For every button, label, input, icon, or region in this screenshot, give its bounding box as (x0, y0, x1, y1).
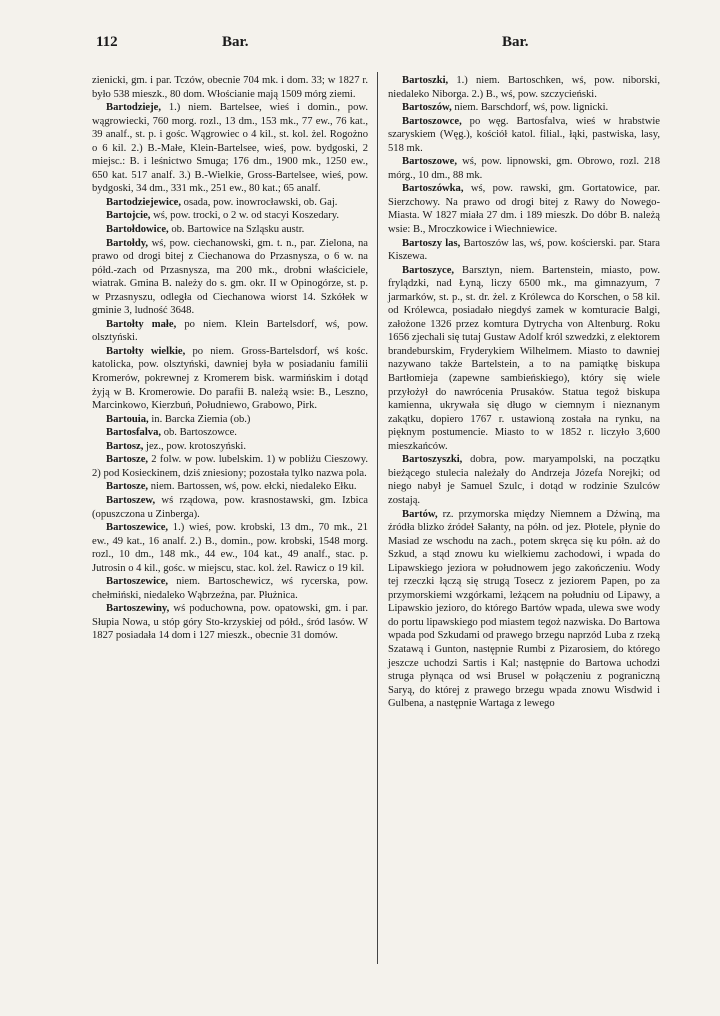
dictionary-entry (388, 155, 660, 182)
left-running-head: Bar. (222, 34, 249, 50)
right-column (388, 74, 660, 711)
entry-headword: Bartoszki, (402, 75, 449, 86)
entry-headword: Bartoszew, (106, 494, 156, 506)
entry-headword: Bartoszewiny, (106, 603, 170, 615)
entry-text: 2 folw. w pow. lubelskim. 1) w pobliżu Cieszowy. 2) pod Kosieckinem, dziś zniesiony; pozostała tylko nazwa pola. (92, 454, 368, 479)
column-divider (377, 72, 378, 964)
dictionary-entry (92, 494, 368, 521)
entry-text: wś, pow. rawski, gm. Gortatowice, par. Sierzchowy. Na prawo od drogi bitej z Rawy do Nowego-Miasta. W 1827 miała 27 dm. i 189 mieszk. Do dóbr B. należą wsie: B., Mroczkowice i Wiechniewice. (388, 183, 660, 236)
dictionary-entry (92, 440, 368, 454)
dictionary-entry (92, 318, 368, 345)
entry-text: Bartoszów las, wś, pow. kościerski. par. Stara Kiszewa. (388, 237, 661, 263)
entry-headword: Bartojcie, (106, 210, 151, 222)
entry-text: wś poduchowna, pow. opatowski, gm. i par. Słupia Nowa, u stóp góry Sto-krzyskiej od półd., śród lasów. W 1827 posiadała 14 dom i 127 mieszk., obecnie 31 domów. (92, 603, 368, 642)
entry-headword: Bartoszowce, (402, 115, 462, 127)
entry-headword: Bartouia, (106, 413, 149, 425)
entry-headword: Bartołdy, (106, 237, 149, 249)
entry-headword: Bartoszewice, (106, 576, 169, 588)
dictionary-entry (92, 209, 368, 223)
entry-text: po węg. Bartosfalva, wieś w hrabstwie szaryskiem (Węg.), kościół katol. filial., łąki, pastwiska, lasy, 518 mk. (388, 115, 660, 154)
entry-text: wś, pow. lipnowski, gm. Obrowo, rozl. 218 mórg., 10 dm., 88 mk. (388, 156, 660, 181)
dictionary-entry (388, 237, 660, 264)
dictionary-entry (388, 453, 660, 507)
entry-headword: Bartołdowice, (106, 224, 169, 236)
entry-headword: Bartoszewice, (106, 522, 169, 534)
dictionary-entry (92, 413, 368, 427)
dictionary-entry (388, 182, 660, 236)
entry-text: osada, pow. inowrocławski, ob. Gaj. (183, 196, 338, 208)
entry-headword: Bartoszy las, (402, 237, 461, 249)
dictionary-entry (92, 223, 368, 237)
entry-text: zienicki, gm. i par. Tczów, obecnie 704 mk. i dom. 33; w 1827 r. było 538 mieszk., 80 dom. Włościanie mają 1509 mórg ziemi. (92, 75, 368, 100)
entry-text: niem. Bartossen, wś, pow. ełcki, niedaleko Ełku. (150, 481, 357, 493)
dictionary-entry (92, 196, 368, 210)
entry-text: rz. przymorska między Niemnem a Dźwiną, ma źródła blizko źródeł Sałanty, na półn. od jez. Płotele, płynie do Masiad ze wschodu na zach., potem skręca się ku półn. aż do Szkud, a stąd znowu ku wielkiemu zachodowi, i wpada do Lipawskiego jeziora w połudnowem jego zakończeniu. Wody tej rzeczki łączą się strugą Tosecz z jeziorem Papen, po za przymorskiemi wzgórkami, leżącem na południu od Lipawy, a Lipawskio jezioro, do którego Bartów wpada, ulewa swe wody do portu lipawskiego pod miastem tegoż nazwiska. Do Bartowa wpada pod Szkudami od prawego brzegu naprzód Luba z rzeką Szatawą i Gunton, następnie Rumbi z Pizarosiem, do którego jeszcze uchodzi Sartis i Kal; następnie do Bartowa uchodzi struga płynąca od wsi Brusel w połączeniu z pograniczną Saryą, do której z prawego brzegu wpada znowu Wisdwid i Gulbena, a następnie Wartaga z lewego (388, 508, 660, 710)
dictionary-entry (388, 101, 660, 115)
left-column (92, 74, 368, 643)
dictionary-entry (92, 101, 368, 196)
entry-text: po niem. Gross-Bartelsdorf, wś kośc. katolicka, pow. olsztyński, dawniej była w posiadaniu familii Kromerów, pokrewnej z Kromerem bisk. warmińskim i dotąd żyją w B. Kromerowie. Do parafii B. należą wsie: B., Leszno, Marcinkowo, Kierzbuń, Południewo, Grabowo, Pirk. (92, 345, 368, 412)
dictionary-entry (92, 453, 368, 480)
entry-text: wś, pow. trocki, o 2 w. od stacyi Koszedary. (153, 210, 340, 222)
entry-text: wś rządowa, pow. krasnostawski, gm. Izbica (opuszczona u Zinberga). (92, 494, 368, 520)
dictionary-entry (92, 345, 368, 413)
entry-text: dobra, pow. maryampolski, na początku bieżącego stulecia należały do Andrzeja Józefa Norejki; od niego nabył je Samuel Szulc, i dotąd w rodzinie Szulców zostają. (388, 454, 660, 506)
entry-headword: Bartodziejewice, (106, 196, 182, 208)
dictionary-entry (92, 602, 368, 643)
entry-text: po niem. Klein Bartelsdorf, wś, pow. olsztyński. (92, 318, 368, 344)
entry-text: niem. Bartoschewicz, wś rycerska, pow. chełmiński, niedaleko Wąbrzeźna, par. Płużnica. (92, 576, 368, 601)
entry-headword: Bartosfalva, (106, 427, 162, 439)
dictionary-entry (388, 74, 660, 101)
dictionary-entry (388, 115, 660, 156)
entry-text: ob. Bartowice na Szląsku austr. (171, 224, 305, 236)
entry-text: niem. Barschdorf, wś, pow. lignicki. (454, 102, 609, 114)
dictionary-entry (388, 508, 660, 711)
entry-text: 1.) wieś, pow. krobski, 13 dm., 70 mk., 21 ew., 49 kat., 16 analf. 2.) B., domin., pow. krobski, 1548 morg. rozl., 10 dm., 148 mk., 44 ew., 104 kat., 49 analf., stac. p. Jutrosin o 4 kil., gośc. w miejscu, stac. kol. żel. Rawicz o 19 kil. (92, 522, 368, 574)
entry-text: wś, pow. ciechanowski, gm. t. n., par. Zielona, na prawo od drogi bitej z Ciechanowa do Przasnysza, o 6 w. na półd.-zach od Przasnysza, ma 200 mk., drobni właściciele, wiatrak. Gmina B. należy do s. gm. okr. II w Opinogórze, st. p. w Przasnyszu, odległa od Ciechanowa wiorst 14. Szkółek w gminie 3, ludność 3648. (92, 237, 368, 317)
entry-text: ob. Bartoszowce. (163, 427, 237, 439)
dictionary-entry (92, 521, 368, 575)
dictionary-entry (92, 237, 368, 318)
entry-headword: Bartosz, (106, 440, 144, 452)
entry-headword: Bartołty małe, (106, 318, 177, 330)
entry-text: Barsztyn, niem. Bartenstein, miasto, pow. frylądzki, nad Łyną, liczy 6500 mk., ma gimnazyum, 7 jarmarków, st. p., st. dr. żel. z Królewca do Korschen, o 58 kil. od Królewca, posiadało niegdyś zamek w komturacie Balgi, założone 1326 przez komtura Dytrycha von Altenburg. Roku 1656 zjechali się tutaj Gustaw Adolf król szwedzki, z elektorem brandeburskim, Fryderykiem Wilhelmem. Miasto to dawniej nazywano także Bartelstein, a to na pamiątkę biskupa Bartłomieja (zapewne sambieńskiego), który się wiele przyłożył do nawrócenia Prusaków. Statua tegoż biskupa kamienna, ukrywała się długo w ciemnym i nieznanym zakątku, dopiero 1767 r. ustawioną została na rynku, na pięknym postumencie. Miasto to w 1852 r. liczyło 3,600 mieszkańców. (388, 264, 660, 452)
entry-headword: Bartoszów, (402, 102, 452, 114)
entry-headword: Bartodzieje, (106, 102, 162, 114)
entry-text: in. Barcka Ziemia (ob.) (151, 413, 251, 425)
entry-text: jez., pow. krotoszyński. (146, 440, 246, 452)
dictionary-entry (388, 264, 660, 454)
entry-headword: Bartów, (402, 508, 438, 520)
page-number: 112 (96, 34, 118, 50)
page-header (96, 34, 668, 56)
entry-headword: Bartosze, (106, 454, 149, 466)
entry-text: 1.) niem. Bartelsee, wieś i domin., pow. wągrowiecki, 760 morg. rozl., 13 dm., 153 mk., 77 ew., 76 kat., 39 analf., st. p. i gośc. Wągrowiec o 4 kil., st. kol. żel. Rogożno o 6 kil. 2.) B.-Małe, Klein-Bartelsee, wieś, pow. bydgoski, 2 miejsc.: B. i leśnictwo Smuga; 176 dm., 1900 mk., 1250 ew., 650 kat. 517 analf. 3.) B.-Wielkie, Gross-Bartelsee, wieś, pow. bydgoski, 34 dm., 331 mk., 251 ew., 80 kat.; 65 analf. (92, 102, 368, 195)
entry-headword: Bartoszowe, (402, 156, 458, 168)
entry-headword: Bartoszyce, (402, 264, 455, 276)
dictionary-entry (92, 426, 368, 440)
dictionary-entry (92, 575, 368, 602)
entry-headword: Bartołty wielkie, (106, 345, 186, 357)
dictionary-entry (92, 74, 368, 101)
entry-headword: Bartoszyszki, (402, 454, 463, 466)
entry-headword: Bartoszówka, (402, 183, 464, 195)
right-running-head: Bar. (502, 34, 529, 50)
entry-text: 1.) niem. Bartoschken, wś, pow. niborski, niedaleko Niborga. 2.) B., wś, pow. szczycieński. (388, 75, 660, 100)
dictionary-entry (92, 480, 368, 494)
entry-headword: Bartosze, (106, 481, 149, 493)
